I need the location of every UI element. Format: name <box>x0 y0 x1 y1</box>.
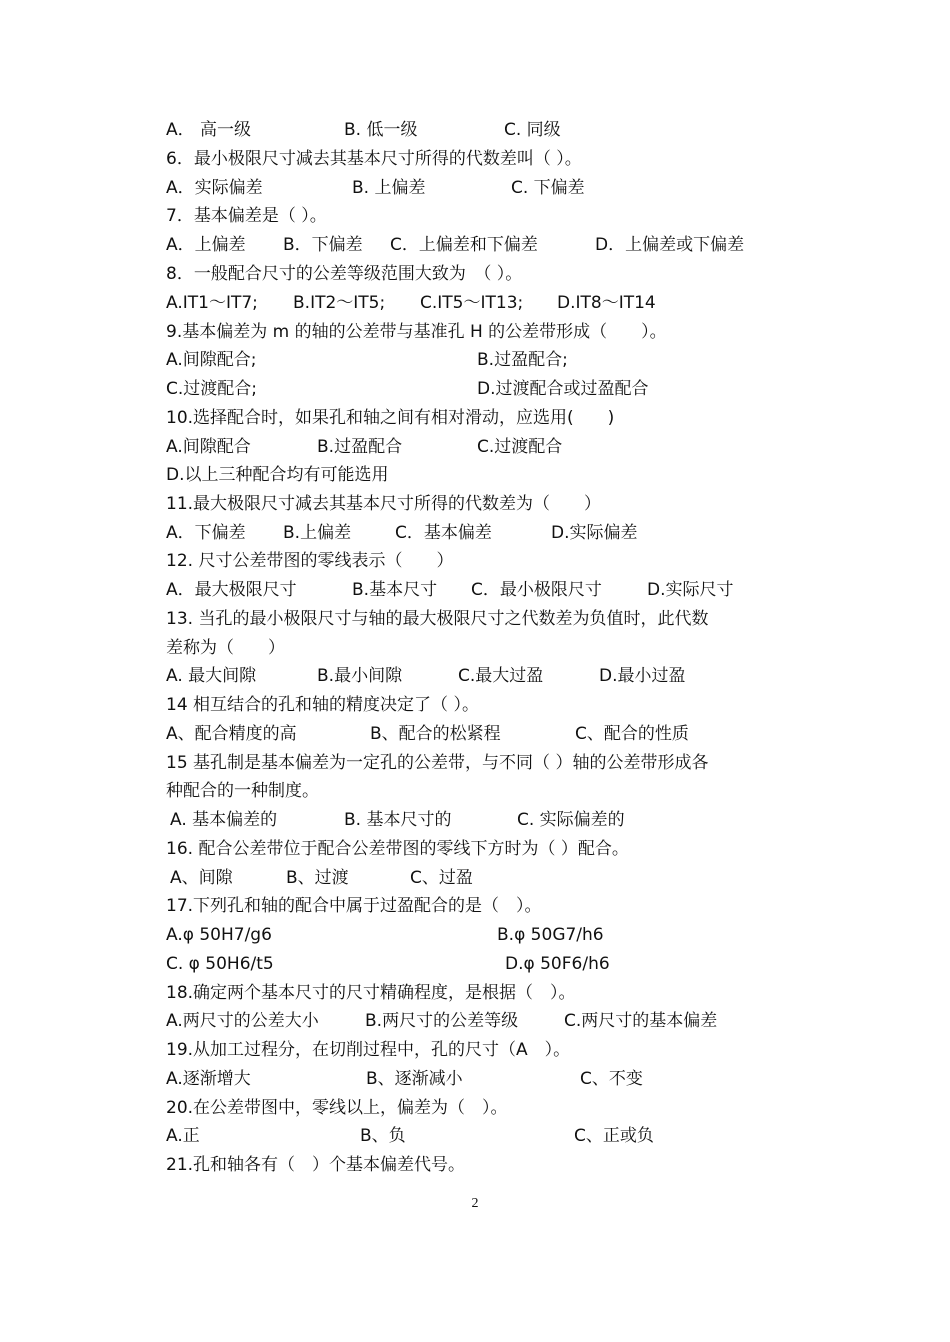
option-b: B．下偏差 <box>283 235 363 255</box>
option-d: D.以上三种配合均有可能选用 <box>166 465 389 485</box>
question-text: 8．一般配合尺寸的公差等级范围大致为 （ ）。 <box>166 264 523 284</box>
option-c: C．上偏差和下偏差 <box>390 235 538 255</box>
option-d: D.φ 50F6/h6 <box>505 954 610 974</box>
option-c: C. φ 50H6/t5 <box>166 954 274 974</box>
option-a: A．下偏差 <box>166 523 246 543</box>
option-b: B.φ 50G7/h6 <box>497 925 604 945</box>
option-a: A． 高一级 <box>166 120 252 140</box>
option-c: C. 同级 <box>504 120 561 140</box>
option-c: C、过盈 <box>410 868 473 888</box>
option-d: D.实际偏差 <box>551 523 638 543</box>
option-c: C.IT5～IT13; <box>420 293 524 313</box>
option-c: C. 实际偏差的 <box>517 810 625 830</box>
option-a: A、间隙 <box>170 868 233 888</box>
option-c: C、正或负 <box>574 1126 654 1146</box>
option-c: C.过渡配合; <box>166 379 258 399</box>
question-text: 10.选择配合时，如果孔和轴之间有相对滑动，应选用( ) <box>166 408 615 428</box>
question-text: 种配合的一种制度。 <box>166 781 319 801</box>
option-c: C. 下偏差 <box>511 178 585 198</box>
question-text: 15 基孔制是基本偏差为一定孔的公差带，与不同（ ）轴的公差带形成各 <box>166 753 709 773</box>
option-a: A.正 <box>166 1126 200 1146</box>
question-text: 16. 配合公差带位于配合公差带图的零线下方时为（ ）配合。 <box>166 839 629 859</box>
option-c: C.最大过盈 <box>458 666 544 686</box>
option-b: B.基本尺寸 <box>352 580 438 600</box>
option-a: A. 最大间隙 <box>166 666 257 686</box>
option-a: A.逐渐增大 <box>166 1069 251 1089</box>
question-text: 7．基本偏差是（ ）。 <box>166 206 327 226</box>
option-b: B、配合的松紧程 <box>370 724 501 744</box>
option-b: B.IT2～IT5; <box>293 293 386 313</box>
option-b: B.过盈配合 <box>317 437 403 457</box>
option-a: A.两尺寸的公差大小 <box>166 1011 319 1031</box>
question-text: 11.最大极限尺寸减去其基本尺寸所得的代数差为（ ） <box>166 494 602 514</box>
option-b: B.最小间隙 <box>317 666 403 686</box>
option-b: B、负 <box>360 1126 406 1146</box>
option-a: A.间隙配合; <box>166 350 257 370</box>
option-a: A.IT1～IT7; <box>166 293 258 313</box>
option-a: A.间隙配合 <box>166 437 251 457</box>
option-b: B.两尺寸的公差等级 <box>365 1011 519 1031</box>
option-a: A.φ 50H7/g6 <box>166 925 272 945</box>
option-c: C.过渡配合 <box>477 437 563 457</box>
option-a: A．实际偏差 <box>166 178 263 198</box>
question-text: 13. 当孔的最小极限尺寸与轴的最大极限尺寸之代数差为负值时，此代数 <box>166 609 709 629</box>
option-c: C、配合的性质 <box>575 724 689 744</box>
option-a: A．最大极限尺寸 <box>166 580 297 600</box>
question-text: 9.基本偏差为 m 的轴的公差带与基准孔 H 的公差带形成（ ）。 <box>166 322 667 342</box>
option-b: B.上偏差 <box>283 523 352 543</box>
option-b: B、逐渐减小 <box>366 1069 463 1089</box>
option-d: D.过渡配合或过盈配合 <box>477 379 649 399</box>
option-a: A、配合精度的高 <box>166 724 297 744</box>
question-text: 21.孔和轴各有（ ）个基本偏差代号。 <box>166 1155 466 1175</box>
question-text: 18.确定两个基本尺寸的尺寸精确程度，是根据（ ）。 <box>166 983 576 1003</box>
question-text: 差称为（ ） <box>166 638 285 658</box>
option-d: D.最小过盈 <box>599 666 686 686</box>
option-b: B. 上偏差 <box>352 178 426 198</box>
question-text: 14 相互结合的孔和轴的精度决定了（ ）。 <box>166 695 479 715</box>
question-text: 17.下列孔和轴的配合中属于过盈配合的是（ ）。 <box>166 896 542 916</box>
option-b: B.过盈配合; <box>477 350 568 370</box>
question-text: 6．最小极限尺寸减去其基本尺寸所得的代数差叫（ ）。 <box>166 149 582 169</box>
option-a: A．上偏差 <box>166 235 246 255</box>
option-b: B. 低一级 <box>344 120 418 140</box>
option-d: D．上偏差或下偏差 <box>595 235 745 255</box>
option-a: A. 基本偏差的 <box>170 810 278 830</box>
option-c: C．基本偏差 <box>395 523 492 543</box>
option-d: D.实际尺寸 <box>647 580 734 600</box>
option-c: C．最小极限尺寸 <box>471 580 602 600</box>
option-c: C、不变 <box>580 1069 643 1089</box>
question-text: 12. 尺寸公差带图的零线表示（ ） <box>166 551 454 571</box>
option-b: B. 基本尺寸的 <box>344 810 452 830</box>
question-text: 19.从加工过程分，在切削过程中，孔的尺寸（A ）。 <box>166 1040 571 1060</box>
page-number: 2 <box>471 1196 479 1211</box>
option-c: C.两尺寸的基本偏差 <box>564 1011 718 1031</box>
question-text: 20.在公差带图中，零线以上，偏差为（ ）。 <box>166 1098 508 1118</box>
option-b: B、过渡 <box>286 868 349 888</box>
option-d: D.IT8～IT14 <box>557 293 656 313</box>
